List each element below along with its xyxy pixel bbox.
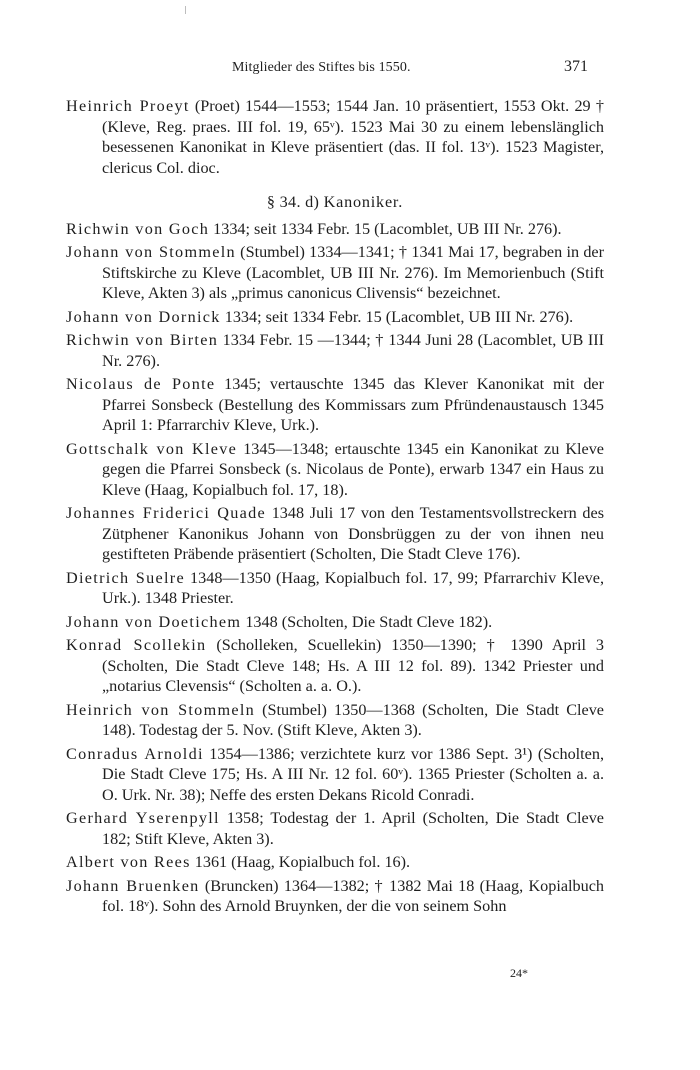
entry-name: Richwin von Birten	[66, 331, 219, 349]
section-heading	[66, 192, 604, 213]
entry-name: Albert von Rees	[66, 853, 191, 871]
entry-johannes-friderici-quade	[66, 503, 604, 565]
entry-johann-bruenken	[66, 876, 604, 917]
entry-name: Richwin von Goch	[66, 219, 210, 238]
entry-heinrich-proeyt	[66, 96, 604, 178]
entry-text: 1348 Juli 17 von den Testamentsvollstreckern des Zütphener Kanonikus Johann von Donsbrüggen zu der von ihnen neu gestifteten Präbende präsentiert (Scholten, Die Stadt Cleve 176).	[102, 504, 605, 563]
entry-gottschalk-von-kleve	[66, 439, 604, 501]
entry-text: 1354—1386; verzichtete kurz vor 1386 Sept. 3¹) (Scholten, Die Stadt Cleve 175; Hs. A III Nr. 12 fol. 60ᵛ). 1365 Priester (Scholten a. a. O. Urk. Nr. 38); Neffe des ersten Dekans Ricold Conradi.	[102, 744, 604, 804]
entry-johann-von-dornick	[66, 307, 604, 328]
entry-heinrich-von-stommeln	[66, 700, 604, 741]
entry-dietrich-suelre	[66, 568, 604, 609]
body-text	[66, 96, 604, 920]
entry-text: 1334 Febr. 15 —1344; † 1344 Juni 28 (Lacomblet, UB III Nr. 276).	[102, 331, 604, 370]
entry-johann-von-stommeln	[66, 242, 604, 304]
signature-mark: 24*	[510, 966, 528, 980]
entry-text: 1348 (Scholten, Die Stadt Cleve 182).	[241, 612, 493, 631]
entry-text: 1345—1348; ertauschte 1345 ein Kanonikat zu Kleve gegen die Pfarrei Sonsbeck (s. Nicolaus de Ponte), erwarb 1347 ein Haus zu Kleve (Haag, Kopialbuch fol. 17, 18).	[102, 439, 604, 499]
section-label: Kanoniker.	[323, 193, 404, 211]
entry-gerhard-yserenpyll	[66, 808, 604, 849]
entry-name: Gerhard Yserenpyll	[66, 809, 220, 827]
running-head: Mitglieder des Stiftes bis 1550.	[232, 60, 411, 75]
entry-text: (Stumbel) 1350—1368 (Scholten, Die Stadt Cleve 148). Todestag der 5. Nov. (Stift Kleve, Akten 3).	[102, 700, 604, 739]
scan-mark	[185, 6, 186, 14]
entry-name: Johann von Stommeln	[66, 243, 236, 261]
entry-name: Gottschalk von Kleve	[66, 439, 238, 458]
entry-text: (Proet) 1544—1553; 1544 Jan. 10 präsentiert, 1553 Okt. 29 † (Kleve, Reg. praes. III fol. 19, 65ᵛ). 1523 Mai 30 zu einem lebenslänglich besessenen Kanonikat in Kleve präsentiert (das. II fol. 13ᵛ). 1523 Magister, clericus Col. dioc.	[102, 97, 604, 177]
entry-conradus-arnoldi	[66, 744, 604, 806]
entry-name: Conradus Arnoldi	[66, 744, 204, 763]
entry-name: Dietrich Suelre	[66, 568, 185, 587]
entry-name: Heinrich Proeyt	[66, 97, 190, 115]
entry-johann-von-doetichem	[66, 612, 604, 633]
entry-konrad-scollekin	[66, 635, 604, 697]
entry-name: Johannes Friderici Quade	[66, 504, 266, 522]
entry-text: 1361 (Haag, Kopialbuch fol. 16).	[190, 853, 411, 871]
entry-text: 1358; Todestag der 1. April (Scholten, Die Stadt Cleve 182; Stift Kleve, Akten 3).	[102, 809, 604, 848]
entry-name: Nicolaus de Ponte	[66, 375, 216, 393]
entry-name: Johann von Doetichem	[66, 612, 242, 631]
section-prefix: § 34. d)	[266, 193, 320, 211]
entry-richwin-von-goch	[66, 219, 604, 240]
entry-text: (Stumbel) 1334—1341; † 1341 Mai 17, begraben in der Stiftskirche zu Kleve (Lacomblet, UB III Nr. 276). Im Memorienbuch (Stift Kleve, Akten 3) als „primus canonicus Clivensis“ bezeichnet.	[102, 243, 604, 302]
entry-richwin-von-birten	[66, 330, 604, 371]
entry-text: 1334; seit 1334 Febr. 15 (Lacomblet, UB III Nr. 276).	[209, 219, 562, 238]
entry-name: Johann Bruenken	[66, 876, 200, 895]
entry-text: 1345; vertauschte 1345 das Klever Kanonikat mit der Pfarrei Sonsbeck (Bestellung des Kommissars zum Pfründenaustausch 1345 April 1: Pfarrarchiv Kleve, Urk.).	[102, 375, 604, 434]
entry-name: Johann von Dornick	[66, 307, 221, 326]
entry-nicolaus-de-ponte	[66, 374, 604, 436]
entry-albert-von-rees	[66, 852, 604, 873]
entry-name: Heinrich von Stommeln	[66, 700, 256, 719]
entry-text: 1334; seit 1334 Febr. 15 (Lacomblet, UB III Nr. 276).	[220, 307, 574, 326]
entry-name: Konrad Scollekin	[66, 636, 207, 654]
entry-text: (Bruncken) 1364—1382; † 1382 Mai 18 (Haag, Kopialbuch fol. 18ᵛ). Sohn des Arnold Bruynken, der die von seinem Sohn	[102, 876, 605, 915]
page-number: 371	[564, 58, 588, 75]
entry-text: (Scholleken, Scuellekin) 1350—1390; † 1390 April 3 (Scholten, Die Stadt Cleve 148; Hs. A III 12 fol. 89). 1342 Priester und „notarius Clevensis“ (Scholten a. a. O.).	[102, 636, 604, 695]
entry-text: 1348—1350 (Haag, Kopialbuch fol. 17, 99; Pfarrarchiv Kleve, Urk.). 1348 Priester.	[102, 568, 604, 607]
